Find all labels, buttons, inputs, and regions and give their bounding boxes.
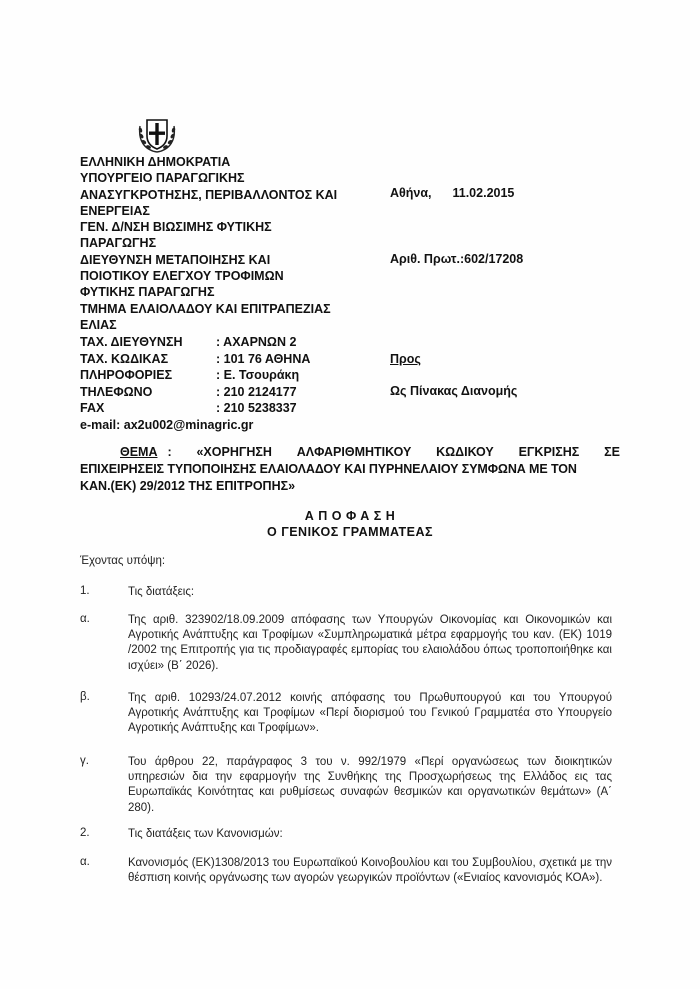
subject-word: ΣΕ <box>604 445 620 459</box>
intro-text: Έχοντας υπόψη: <box>80 555 166 567</box>
item-number: 1. <box>80 585 90 597</box>
item-number: α. <box>80 856 90 868</box>
email-line: e-mail: ax2u002@minagric.gr <box>80 417 254 432</box>
header-line: ΠΟΙΟΤΙΚΟΥ ΕΛΕΓΧΟΥ ΤΡΟΦΙΜΩΝ <box>80 269 284 284</box>
contact-label: ΤΑΧ. ΚΩΔΙΚΑΣ <box>80 351 169 366</box>
item-number: β. <box>80 691 90 703</box>
subject-line <box>80 444 620 461</box>
item-number: 2. <box>80 827 90 839</box>
contact-label: ΠΛΗΡΟΦΟΡΙΕΣ <box>80 368 173 382</box>
item-number: γ. <box>80 755 89 767</box>
item-text: Της αριθ. 10293/24.07.2012 κοινής απόφασης του Πρωθυπουργού και του Υπουργού Αγροτικής Ανάπτυξης και Τροφίμων «Περί διορισμού του Γενικού Γραμματέα στο Υπουργείο Αγροτικής Ανάπτυξης και Τροφίμων». <box>128 692 612 735</box>
subject-word: «ΧΟΡΗΓΗΣΗ <box>196 445 272 459</box>
contact-value: : ΑΧΑΡΝΩΝ 2 <box>216 335 297 349</box>
subject-block <box>80 444 620 495</box>
header-line: ΕΝΕΡΓΕΙΑΣ <box>80 203 150 218</box>
contact-value: : Ε. Τσουράκη <box>216 368 300 382</box>
header-line: ΥΠΟΥΡΓΕΙΟ ΠΑΡΑΓΩΓΙΚΗΣ <box>80 171 245 186</box>
contact-label: ΤΗΛΕΦΩΝΟ <box>80 384 153 399</box>
contact-label: FAX <box>80 401 105 415</box>
subject-word: : <box>167 445 172 459</box>
header-line: ΕΛΙΑΣ <box>80 317 117 332</box>
contact-value: : 210 2124177 <box>216 384 297 399</box>
header-line: ΓΕΝ. Δ/ΝΣΗ ΒΙΩΣΙΜΗΣ ΦΥΤΙΚΗΣ <box>80 220 272 235</box>
header-line: ΠΑΡΑΓΩΓΗΣ <box>80 236 157 251</box>
subject-label: ΘΕΜΑ <box>120 445 158 459</box>
ministry-header <box>80 154 337 333</box>
item-text: Της αριθ. 323902/18.09.2009 απόφασης των Υπουργών Οικονομίας και Οικονομικών και Αγροτικής Ανάπτυξης και Τροφίμων «Συμπληρωματικά μέτρα εφαρμογής του καν. (ΕΚ) 1019 /2002 της Επιτροπής για τις προδιαγραφές εμπορίας του ελαιολάδου όπως τροποποιήθηκε και ισχύει» (Β΄ 2026). <box>128 614 612 672</box>
contact-value: : 210 5238337 <box>216 401 297 415</box>
place: Αθήνα, <box>390 186 432 200</box>
date-line <box>390 186 514 200</box>
decision-title: Α Π Ο Φ Α Σ Η <box>304 509 396 523</box>
item-text: Τις διατάξεις: <box>128 586 195 598</box>
subject-line: ΕΠΙΧΕΙΡΗΣΕΙΣ ΤΥΠΟΠΟΙΗΣΗΣ ΕΛΑΙΟΛΑΔΟΥ ΚΑΙ ΠΥΡΗΝΕΛΑΙΟΥ ΣΥΜΦΩΝΑ ΜΕ ΤΟΝ <box>80 462 577 476</box>
date: 11.02.2015 <box>452 186 515 200</box>
contact-row <box>80 384 310 401</box>
item-text: Του άρθρου 22, παράγραφος 3 του ν. 992/1979 «Περί οργανώσεως των διοικητικών υπηρεσιών δια την εφαρμογήν της Συνθήκης της Προσχωρήσεως της Ελλάδος εις τας Ευρωπαϊκάς Κοινότητας και ρυθμίσεως συναφών θεσμικών και οργανωτικών θεμάτων» (Α΄ 280). <box>128 756 612 814</box>
contact-value: : 101 76 ΑΘΗΝΑ <box>216 351 311 366</box>
contact-row <box>80 400 310 417</box>
greek-coat-of-arms-emblem <box>134 112 180 158</box>
recipient-value: Ως Πίνακας Διανομής <box>390 384 518 398</box>
item-text: Κανονισμός (ΕΚ)1308/2013 του Ευρωπαϊκού Κοινοβουλίου και του Συμβουλίου, σχετικά με την θέσπιση κοινής οργάνωσης των αγορών γεωργικών προϊόντων («Ενιαίος κανονισμός ΚΟΑ»). <box>128 857 612 885</box>
recipient-label: Προς <box>390 352 421 366</box>
contact-details <box>80 334 310 433</box>
item-number: α. <box>80 613 90 625</box>
header-line: ΦΥΤΙΚΗΣ ΠΑΡΑΓΩΓΗΣ <box>80 285 215 300</box>
subject-word: ΚΩΔΙΚΟΥ <box>436 445 494 459</box>
header-line: ΑΝΑΣΥΓΚΡΟΤΗΣΗΣ, ΠΕΡΙΒΑΛΛΟΝΤΟΣ ΚΑΙ <box>80 187 338 202</box>
subject-line: ΚΑΝ.(ΕΚ) 29/2012 ΤΗΣ ΕΠΙΤΡΟΠΗΣ» <box>80 479 296 493</box>
header-line: ΕΛΛΗΝΙΚΗ ΔΗΜΟΚΡΑΤΙΑ <box>80 155 231 169</box>
item-text: Τις διατάξεις των Κανονισμών: <box>128 828 283 840</box>
protocol-number: Αριθ. Πρωτ.:602/17208 <box>390 252 524 266</box>
header-line: ΔΙΕΥΘΥΝΣΗ ΜΕΤΑΠΟΙΗΣΗΣ ΚΑΙ <box>80 252 271 267</box>
subject-word: ΕΓΚΡΙΣΗΣ <box>518 445 580 459</box>
signatory-title: Ο ΓΕΝΙΚΟΣ ΓΡΑΜΜΑΤΕΑΣ <box>267 525 433 539</box>
contact-label: ΤΑΧ. ΔΙΕΥΘΥΝΣΗ <box>80 335 183 349</box>
contact-row <box>80 351 310 368</box>
subject-word: ΑΛΦΑΡΙΘΜΗΤΙΚΟΥ <box>296 445 412 459</box>
header-line: ΤΜΗΜΑ ΕΛΑΙΟΛΑΔΟΥ ΚΑΙ ΕΠΙΤΡΑΠΕΖΙΑΣ <box>80 301 331 316</box>
contact-row <box>80 334 310 351</box>
contact-row <box>80 367 310 384</box>
